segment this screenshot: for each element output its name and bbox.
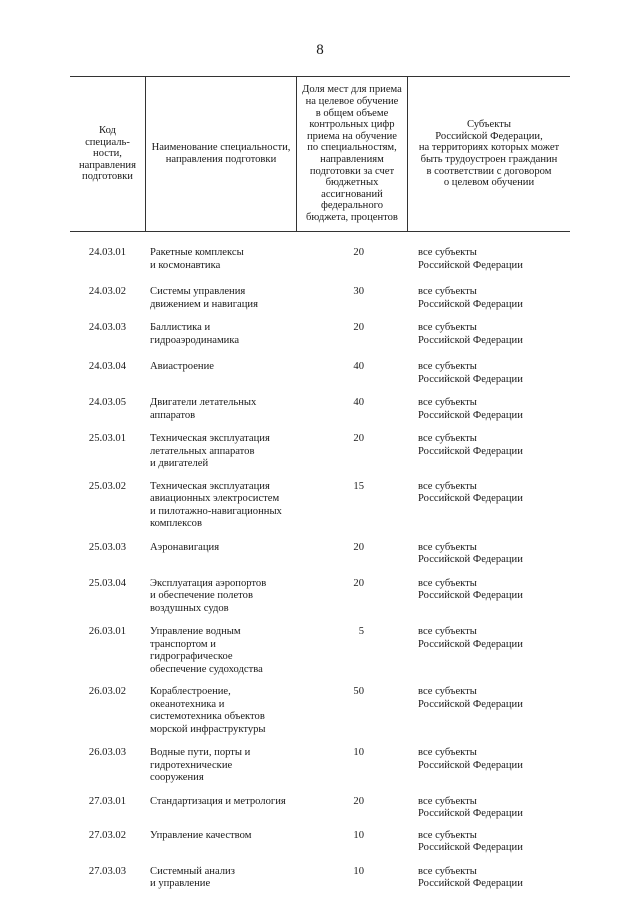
table-header	[70, 76, 570, 232]
cell-subjects: все субъекты Российской Федерации	[418, 795, 523, 819]
table-row	[70, 481, 570, 531]
cell-share: 5	[358, 626, 364, 637]
cell-code: 26.03.01	[88, 626, 126, 637]
cell-name: Управление водным транспортом и гидрографическое обеспечение судоходства	[150, 626, 263, 675]
cell-name: Кораблестроение, океанотехника и системотехника объектов морской инфраструктуры	[150, 686, 266, 735]
cell-subjects: все субъекты Российской Федерации	[418, 747, 523, 771]
cell-name: Управление качеством	[150, 829, 252, 841]
cell-name: Эксплуатация аэропортов и обеспечение полетов воздушных судов	[150, 577, 267, 614]
cell-share: 20	[353, 577, 364, 589]
cell-subjects: все субъекты Российской Федерации	[418, 865, 523, 889]
cell-share: 20	[353, 541, 364, 553]
cell-subjects: все субъекты Российской Федерации	[418, 686, 523, 710]
table-row	[70, 322, 570, 347]
cell-name: Ракетные комплексы и космонавтика	[150, 247, 244, 271]
cell-subjects: все субъекты Российской Федерации	[418, 397, 523, 421]
cell-name: Техническая эксплуатация летательных аппаратов и двигателей	[150, 433, 270, 469]
cell-share: 50	[353, 686, 364, 697]
cell-code: 26.03.03	[88, 747, 126, 758]
cell-code: 27.03.02	[88, 829, 126, 841]
cell-name: Водные пути, порты и гидротехнические сооружения	[150, 747, 251, 783]
cell-code: 25.03.01	[88, 433, 126, 444]
cell-share: 10	[353, 747, 364, 758]
table-row	[70, 866, 570, 891]
header-code: Код специаль- ности, направления подготовки	[70, 77, 146, 231]
cell-code: 24.03.04	[88, 361, 126, 372]
cell-share: 15	[353, 480, 364, 492]
table-row	[70, 830, 570, 855]
cell-subjects: все субъекты Российской Федерации	[418, 361, 523, 385]
cell-code: 25.03.02	[88, 480, 126, 492]
cell-share: 20	[353, 322, 364, 333]
page-number: 8	[316, 42, 324, 58]
cell-subjects: все субъекты Российской Федерации	[418, 247, 523, 271]
table-body	[70, 236, 570, 891]
table-row	[70, 542, 570, 567]
cell-subjects: все субъекты Российской Федерации	[418, 626, 523, 650]
table-row	[70, 578, 570, 616]
cell-code: 27.03.01	[88, 795, 126, 807]
table-row	[70, 397, 570, 422]
cell-code: 24.03.03	[88, 322, 126, 333]
cell-code: 26.03.02	[88, 686, 126, 697]
table-row	[70, 796, 570, 821]
cell-name: Аэронавигация	[150, 541, 220, 553]
header-share: Доля мест для приема на целевое обучение в общем объеме контрольных цифр приема на обучение по специальностям, направлениям подготовки за счет бюджетных ассигнований федерального бюджета, процентов	[297, 77, 408, 231]
cell-code: 25.03.03	[88, 541, 126, 553]
cell-code: 24.03.01	[88, 247, 126, 258]
cell-share: 30	[353, 286, 364, 297]
cell-subjects: все субъекты Российской Федерации	[418, 541, 523, 565]
cell-subjects: все субъекты Российской Федерации	[418, 829, 523, 853]
cell-code: 25.03.04	[88, 577, 126, 589]
cell-subjects: все субъекты Российской Федерации	[418, 286, 523, 310]
cell-share: 20	[353, 795, 364, 807]
header-subjects: Субъекты Российской Федерации, на территориях которых может быть трудоустроен гражданин в соответствии с договором о целевом обучении	[418, 119, 560, 189]
cell-share: 10	[353, 829, 364, 841]
cell-code: 27.03.03	[88, 865, 126, 877]
cell-subjects: все субъекты Российской Федерации	[418, 480, 523, 504]
cell-name: Стандартизация и метрология	[150, 795, 286, 807]
cell-share: 40	[353, 397, 364, 408]
cell-name: Техническая эксплуатация авиационных электросистем и пилотажно-навигационных комплексов	[150, 480, 282, 529]
cell-subjects: все субъекты Российской Федерации	[418, 322, 523, 346]
table-row	[70, 433, 570, 471]
table-row	[70, 626, 570, 676]
cell-share: 20	[353, 433, 364, 444]
cell-share: 40	[353, 361, 364, 372]
cell-code: 24.03.02	[88, 286, 126, 297]
cell-share: 20	[353, 247, 364, 258]
cell-name: Системный анализ и управление	[150, 865, 235, 889]
cell-code: 24.03.05	[88, 397, 126, 408]
cell-name: Авиастроение	[150, 361, 214, 372]
cell-name: Баллистика и гидроаэродинамика	[150, 322, 240, 346]
cell-subjects: все субъекты Российской Федерации	[418, 433, 523, 457]
table-row	[70, 286, 570, 311]
cell-subjects: все субъекты Российской Федерации	[418, 577, 523, 601]
table-row	[70, 686, 570, 736]
table-row	[70, 747, 570, 785]
table-row	[70, 247, 570, 272]
cell-name: Двигатели летательных аппаратов	[150, 397, 257, 421]
cell-share: 10	[353, 865, 364, 877]
header-name: Наименование специальности, направления подготовки	[146, 77, 297, 231]
table-row	[70, 361, 570, 386]
cell-name: Системы управления движением и навигация	[150, 286, 258, 310]
